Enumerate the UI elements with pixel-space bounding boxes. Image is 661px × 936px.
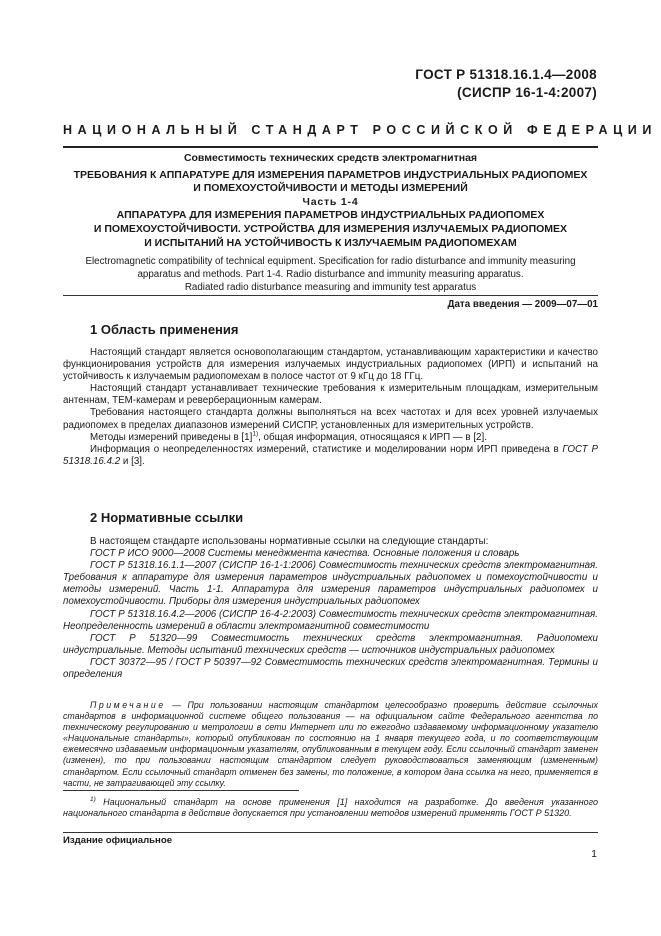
title-main-line-2: И ПОМЕХОУСТОЙЧИВОСТИ И МЕТОДЫ ИЗМЕРЕНИЙ — [193, 182, 468, 195]
section-2-body — [63, 536, 598, 681]
footnote-reference: 1) — [252, 430, 259, 438]
section-1-paragraph: Настоящий стандарт является основополагающим стандартом, устанавливающим характеристики и качество функционирования устройств для измерения излучаемых индустриальных радиопомех (ИРП) и испытаний на устойчивость к излучаемым радиопомехам в полосе частот от 9 кГц до 18 ГГц. — [63, 347, 598, 383]
footer-divider — [63, 832, 598, 833]
section-2-heading: 2 Нормативные ссылки — [90, 510, 244, 525]
footnote-mark: 1) — [90, 796, 96, 803]
methods-text: Методы измерений приведены в [1] — [90, 431, 253, 443]
section-1-paragraph — [63, 432, 598, 444]
title-topic: Совместимость технических средств электромагнитная — [183, 152, 478, 164]
standard-designation — [415, 66, 597, 102]
title-divider — [63, 295, 598, 296]
normative-reference: ГОСТ Р ИСО 9000—2008 Системы менеджмента качества. Основные положения и словарь — [90, 548, 520, 560]
page-number: 1 — [591, 848, 597, 860]
section-2-intro: В настоящем стандарте использованы нормативные ссылки на следующие стандарты: — [90, 536, 489, 547]
normative-reference: ГОСТ Р 51320—99 Совместимость технических средств электромагнитная. Радиопомехи индустриальные. Методы испытаний технических средств — источников индустриальных радиопомех — [63, 632, 598, 656]
section-1-paragraph: Требования настоящего стандарта должны выполняться на всех частотах и для всех уровней излучаемых радиопомех в пределах диапазонов измерений СИСПР, установленных для измерительных устройств. — [63, 407, 598, 431]
note-paragraph — [63, 700, 598, 789]
banner-divider — [63, 146, 598, 148]
normative-reference: ГОСТ Р 51318.16.4.2—2006 (СИСПР 16-4-2:2003) Совместимость технических средств электромагнитная. Неопределенность измерений в области электромагнитной совместимости — [63, 608, 598, 632]
english-title-line-2: apparatus and methods. Part 1-4. Radio disturbance and immunity measuring apparatus. — [137, 269, 524, 280]
note-label: Примечание — [90, 700, 166, 710]
title-part: Часть 1-4 — [302, 195, 359, 208]
section-1-body — [63, 347, 598, 468]
standard-reference: ГОСТ Р 51318.16.4.2 — [63, 443, 598, 467]
document-title — [63, 152, 598, 250]
national-standard-banner: НАЦИОНАЛЬНЫЙ СТАНДАРТ РОССИЙСКОЙ ФЕДЕРАЦИИ — [63, 123, 657, 137]
gost-number: ГОСТ Р 51318.16.1.4—2008 — [415, 67, 597, 82]
uncertainty-text: Информация о неопределенностях измерений, статистике и моделировании норм ИРП приведена в — [90, 443, 563, 455]
uncertainty-text-cont: и [3]. — [120, 455, 145, 467]
english-title — [63, 255, 598, 294]
section-1-paragraph — [63, 444, 598, 468]
footnote — [63, 797, 598, 820]
section-1-heading: 1 Область применения — [90, 322, 239, 337]
edition-label: Издание официальное — [63, 835, 173, 846]
english-title-line-1: Electromagnetic compatibility of technical equipment. Specification for radio disturbance and immunity measuring — [85, 256, 576, 267]
normative-reference: ГОСТ Р 51318.16.1.1—2007 (СИСПР 16-1-1:2006) Совместимость технических средств электромагнитная. Требования к аппаратуре для измерения параметров индустриальных радиопомех и помехоустойчивости и методы измерений. Часть 1-1. Аппаратура для измерения параметров индустриальных радиопомех и помехоустойчивости. Приборы для измерения индустриальных радиопомех — [63, 560, 598, 608]
introduction-date: Дата введения — 2009—07—01 — [447, 299, 598, 310]
cispr-number: (СИСПР 16-1-4:2007) — [457, 85, 597, 100]
note-block — [63, 700, 598, 789]
reference-designation: ГОСТ 30372—95 / ГОСТ Р 50397—92 — [90, 656, 262, 668]
methods-text-cont: , общая информация, относящаяся к ИРП — в [2]. — [258, 431, 487, 443]
reference-title: Совместимость технических средств электромагнитная. Термины и определения — [63, 656, 598, 681]
section-1-paragraph: Настоящий стандарт устанавливает технические требования к измерительным площадкам, измерительным антеннам, ТЕМ-камерам и реверберационным камерам. — [63, 383, 598, 407]
english-title-line-3: Radiated radio disturbance measuring and immunity test apparatus — [184, 282, 477, 293]
title-sub-line-1: АППАРАТУРА ДЛЯ ИЗМЕРЕНИЯ ПАРАМЕТРОВ ИНДУСТРИАЛЬНЫХ РАДИОПОМЕХ — [116, 209, 545, 222]
footnote-divider — [63, 790, 299, 791]
title-main-line-1: ТРЕБОВАНИЯ К АППАРАТУРЕ ДЛЯ ИЗМЕРЕНИЯ ПАРАМЕТРОВ ИНДУСТРИАЛЬНЫХ РАДИОПОМЕХ — [73, 168, 588, 181]
note-text: — При пользовании настоящим стандартом целесообразно проверить действие ссылочных стандартов в информационной системе общего пользования — на официальном сайте Федерального агентства по техническому регулированию и метрологии в сети Интернет или по ежегодно издаваемому информационному указателю «Национальные стандарты», который опубликован по состоянию на 1 января текущего года, и по соответствующим ежемесячно издаваемым информационным указателям, опубликованным в текущем году. Если ссылочный стандарт заменен (изменен), то при пользовании настоящим стандартом следует руководствоваться заменяющим (измененным) стандартом. Если ссылочный стандарт отменен без замены, то положение, в котором дана ссылка на него, применяется в части, не затрагивающей эту ссылку. — [63, 700, 598, 788]
title-sub-line-3: И ИСПЫТАНИЙ НА УСТОЙЧИВОСТЬ К ИЗЛУЧАЕМЫМ РАДИОПОМЕХАМ — [144, 236, 517, 249]
footnote-text: Национальный стандарт на основе применения [1] находится на разработке. До введения указанного национального стандарта в действие допускается при установлении методов измерений применять ГОСТ Р 51320. — [63, 797, 598, 819]
title-sub-line-2: И ПОМЕХОУСТОЙЧИВОСТИ. УСТРОЙСТВА ДЛЯ ИЗМЕРЕНИЯ ИЗЛУЧАЕМЫХ РАДИОПОМЕХ — [93, 222, 568, 235]
footnote-paragraph — [63, 797, 598, 820]
normative-reference — [63, 657, 598, 681]
